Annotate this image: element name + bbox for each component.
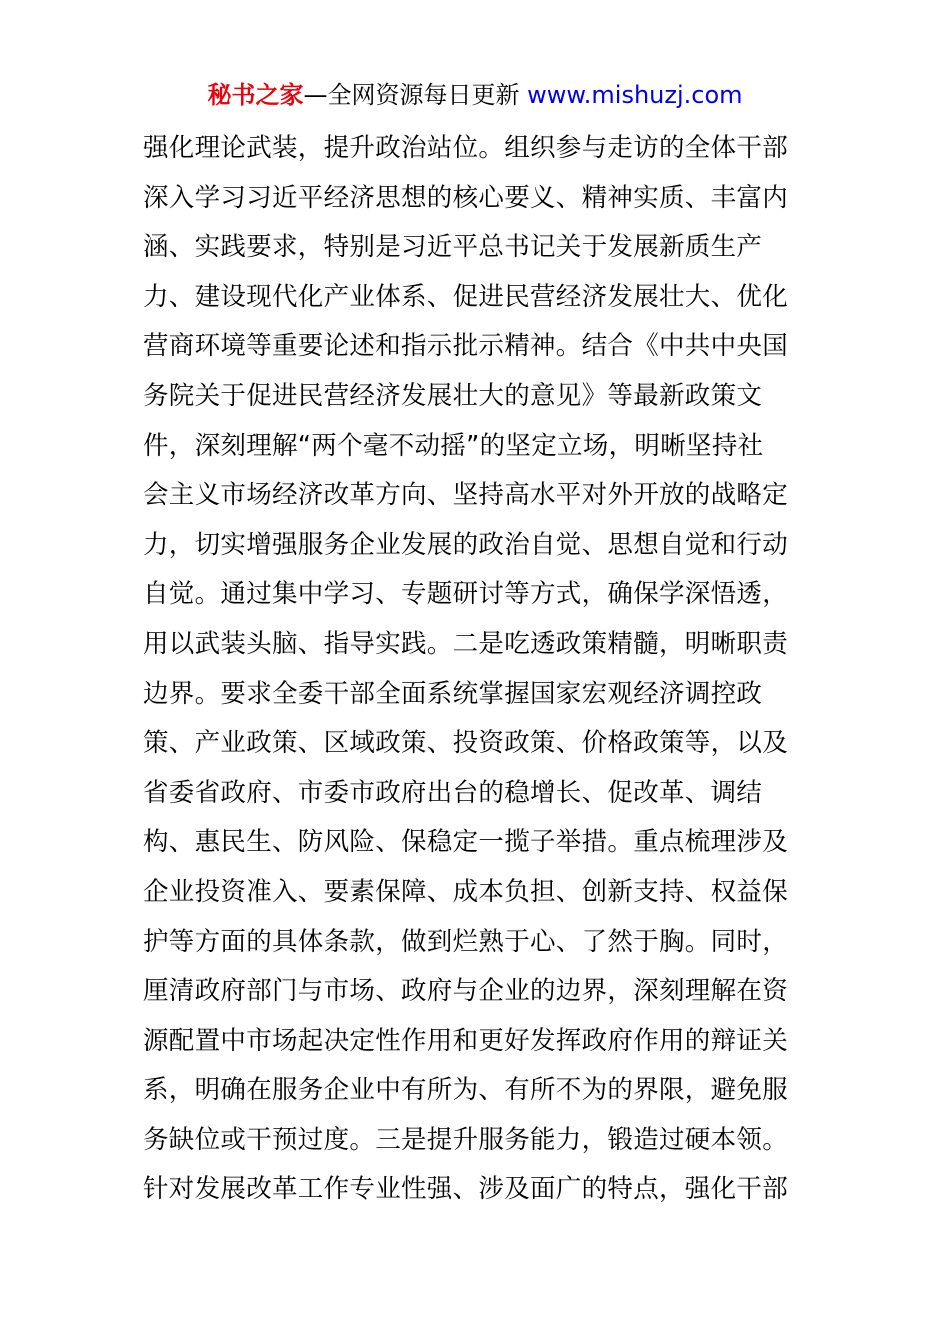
text-line: 深入学习习近平经济思想的核心要义、精神实质、丰富内 <box>143 182 789 213</box>
text-line: 自觉。通过集中学习、专题研讨等方式，确保学深悟透， <box>143 579 789 610</box>
text-line: 力，切实增强服务企业发展的政治自觉、思想自觉和行动 <box>143 529 789 560</box>
text-line: 源配置中市场起决定性作用和更好发挥政府作用的辩证关 <box>143 1025 789 1056</box>
text-line: 涵、实践要求，特别是习近平总书记关于发展新质生产 <box>143 232 763 263</box>
text-line: 厘清政府部门与市场、政府与企业的边界，深刻理解在资 <box>143 976 789 1007</box>
brand-name: 秘书之家 <box>207 81 304 109</box>
text-line: 构、惠民生、防风险、保稳定一揽子举措。重点梳理涉及 <box>143 827 789 858</box>
site-url-link[interactable]: www.mishuzj.com <box>527 81 743 109</box>
text-line: 力、建设现代化产业体系、促进民营经济发展壮大、优化 <box>143 281 789 312</box>
header-tagline: —全网资源每日更新 <box>303 81 528 109</box>
text-line: 策、产业政策、区域政策、投资政策、价格政策等，以及 <box>143 728 789 759</box>
text-line: 务院关于促进民营经济发展壮大的意见》等最新政策文 <box>143 380 763 411</box>
text-line: 针对发展改革工作专业性强、涉及面广的特点，强化干部 <box>143 1174 789 1205</box>
text-line: 省委省政府、市委市政府出台的稳增长、促改革、调结 <box>143 777 763 808</box>
text-line: 边界。要求全委干部全面系统掌握国家宏观经济调控政 <box>143 678 763 709</box>
text-line: 件，深刻理解“两个毫不动摇”的坚定立场，明晰坚持社 <box>143 430 764 461</box>
document-body <box>143 124 813 1215</box>
text-line: 强化理论武装，提升政治站位。组织参与走访的全体干部 <box>143 133 789 163</box>
text-line: 营商环境等重要论述和指示批示精神。结合《中共中央国 <box>143 331 789 362</box>
text-line: 护等方面的具体条款，做到烂熟于心、了然于胸。同时， <box>143 926 789 957</box>
text-line: 用以武装头脑、指导实践。二是吃透政策精髓，明晰职责 <box>143 628 789 659</box>
site-header <box>0 78 950 112</box>
text-line: 会主义市场经济改革方向、坚持高水平对外开放的战略定 <box>143 480 789 511</box>
text-line: 企业投资准入、要素保障、成本负担、创新支持、权益保 <box>143 876 789 907</box>
text-line: 系，明确在服务企业中有所为、有所不为的界限，避免服 <box>143 1075 789 1106</box>
text-line: 务缺位或干预过度。三是提升服务能力，锻造过硬本领。 <box>143 1124 789 1155</box>
